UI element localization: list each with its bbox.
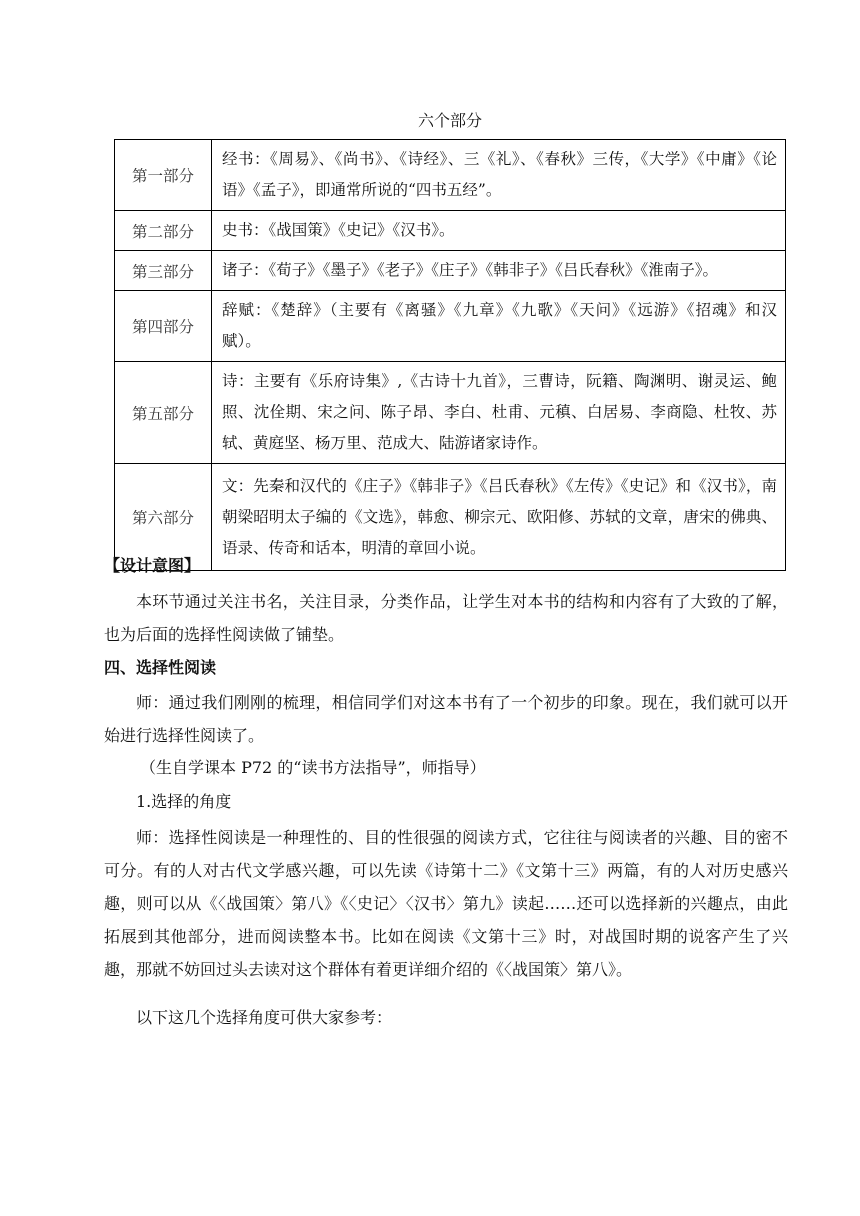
table-row xyxy=(115,211,786,251)
part-label: 第一部分 xyxy=(115,140,212,211)
part-label: 第二部分 xyxy=(115,211,212,251)
six-parts-table xyxy=(114,139,786,571)
table-caption: 六个部分 xyxy=(417,111,482,130)
part-label: 第四部分 xyxy=(115,291,212,362)
table-row xyxy=(115,291,786,362)
part-content: 史书：《战国策》《史记》《汉书》。 xyxy=(212,211,786,251)
part-content: 诸子：《荀子》《墨子》《老子》《庄子》《韩非子》《吕氏春秋》《淮南子》。 xyxy=(212,251,786,291)
table-row xyxy=(115,140,786,211)
table-row xyxy=(115,362,786,464)
closing-paragraph: 以下这几个选择角度可供大家参考： xyxy=(136,1008,393,1027)
part-content: 辞赋：《楚辞》（主要有《离骚》《九章》《九歌》《天问》《远游》《招魂》和汉赋）。 xyxy=(212,291,786,362)
table-row xyxy=(115,251,786,291)
design-intent-paragraph: 本环节通过关注书名，关注目录，分类作品，让学生对本书的结构和内容有了大致的了解，也为后面的选择性阅读做了铺垫。 xyxy=(104,592,788,644)
student-activity-note: （生自学课本 P72 的“读书方法指导”，师指导） xyxy=(140,758,486,777)
part-content: 文：先秦和汉代的《庄子》《韩非子》《吕氏春秋》《左传》《史记》和《汉书》，南朝梁昭明太子编的《文选》，韩愈、柳宗元、欧阳修、苏轼的文章，唐宋的佛典、语录、传奇和话本，明清的章回小说。 xyxy=(212,464,786,571)
part-label: 第六部分 xyxy=(115,464,212,571)
part-content: 诗：主要有《乐府诗集》,《古诗十九首》，三曹诗，阮籍、陶渊明、谢灵运、鲍照、沈佺期、宋之问、陈子昂、李白、杜甫、元稹、白居易、李商隐、杜牧、苏轼、黄庭坚、杨万里、范成大、陆游诸家诗作。 xyxy=(212,362,786,464)
design-intent-heading: 【设计意图】 xyxy=(104,556,201,575)
section-heading-selective-reading: 四、选择性阅读 xyxy=(104,658,217,677)
part-content: 经书：《周易》、《尚书》、《诗经》、三《礼》、《春秋》三传，《大学》《中庸》《论语》《孟子》，即通常所说的“四书五经”。 xyxy=(212,140,786,211)
teacher-detail-paragraph: 师：选择性阅读是一种理性的、目的性很强的阅读方式，它往往与阅读者的兴趣、目的密不可分。有的人对古代文学感兴趣，可以先读《诗第十二》《文第十三》两篇，有的人对历史感兴趣，则可以从《〈战国策〉第八》《〈史记〉〈汉书〉第九》读起……还可以选择新的兴趣点，由此拓展到其他部分，进而阅读整本书。比如在阅读《文第十三》时，对战国时期的说客产生了兴趣，那就不妨回过头去读对这个群体有着更详细介绍的《〈战国策〉第八》。 xyxy=(104,828,788,979)
table-row xyxy=(115,464,786,571)
part-label: 第五部分 xyxy=(115,362,212,464)
sub-heading-selection-angle: 1.选择的角度 xyxy=(136,792,232,811)
teacher-intro-paragraph: 师：通过我们刚刚的梳理，相信同学们对这本书有了一个初步的印象。现在，我们就可以开始进行选择性阅读了。 xyxy=(104,693,788,745)
part-label: 第三部分 xyxy=(115,251,212,291)
